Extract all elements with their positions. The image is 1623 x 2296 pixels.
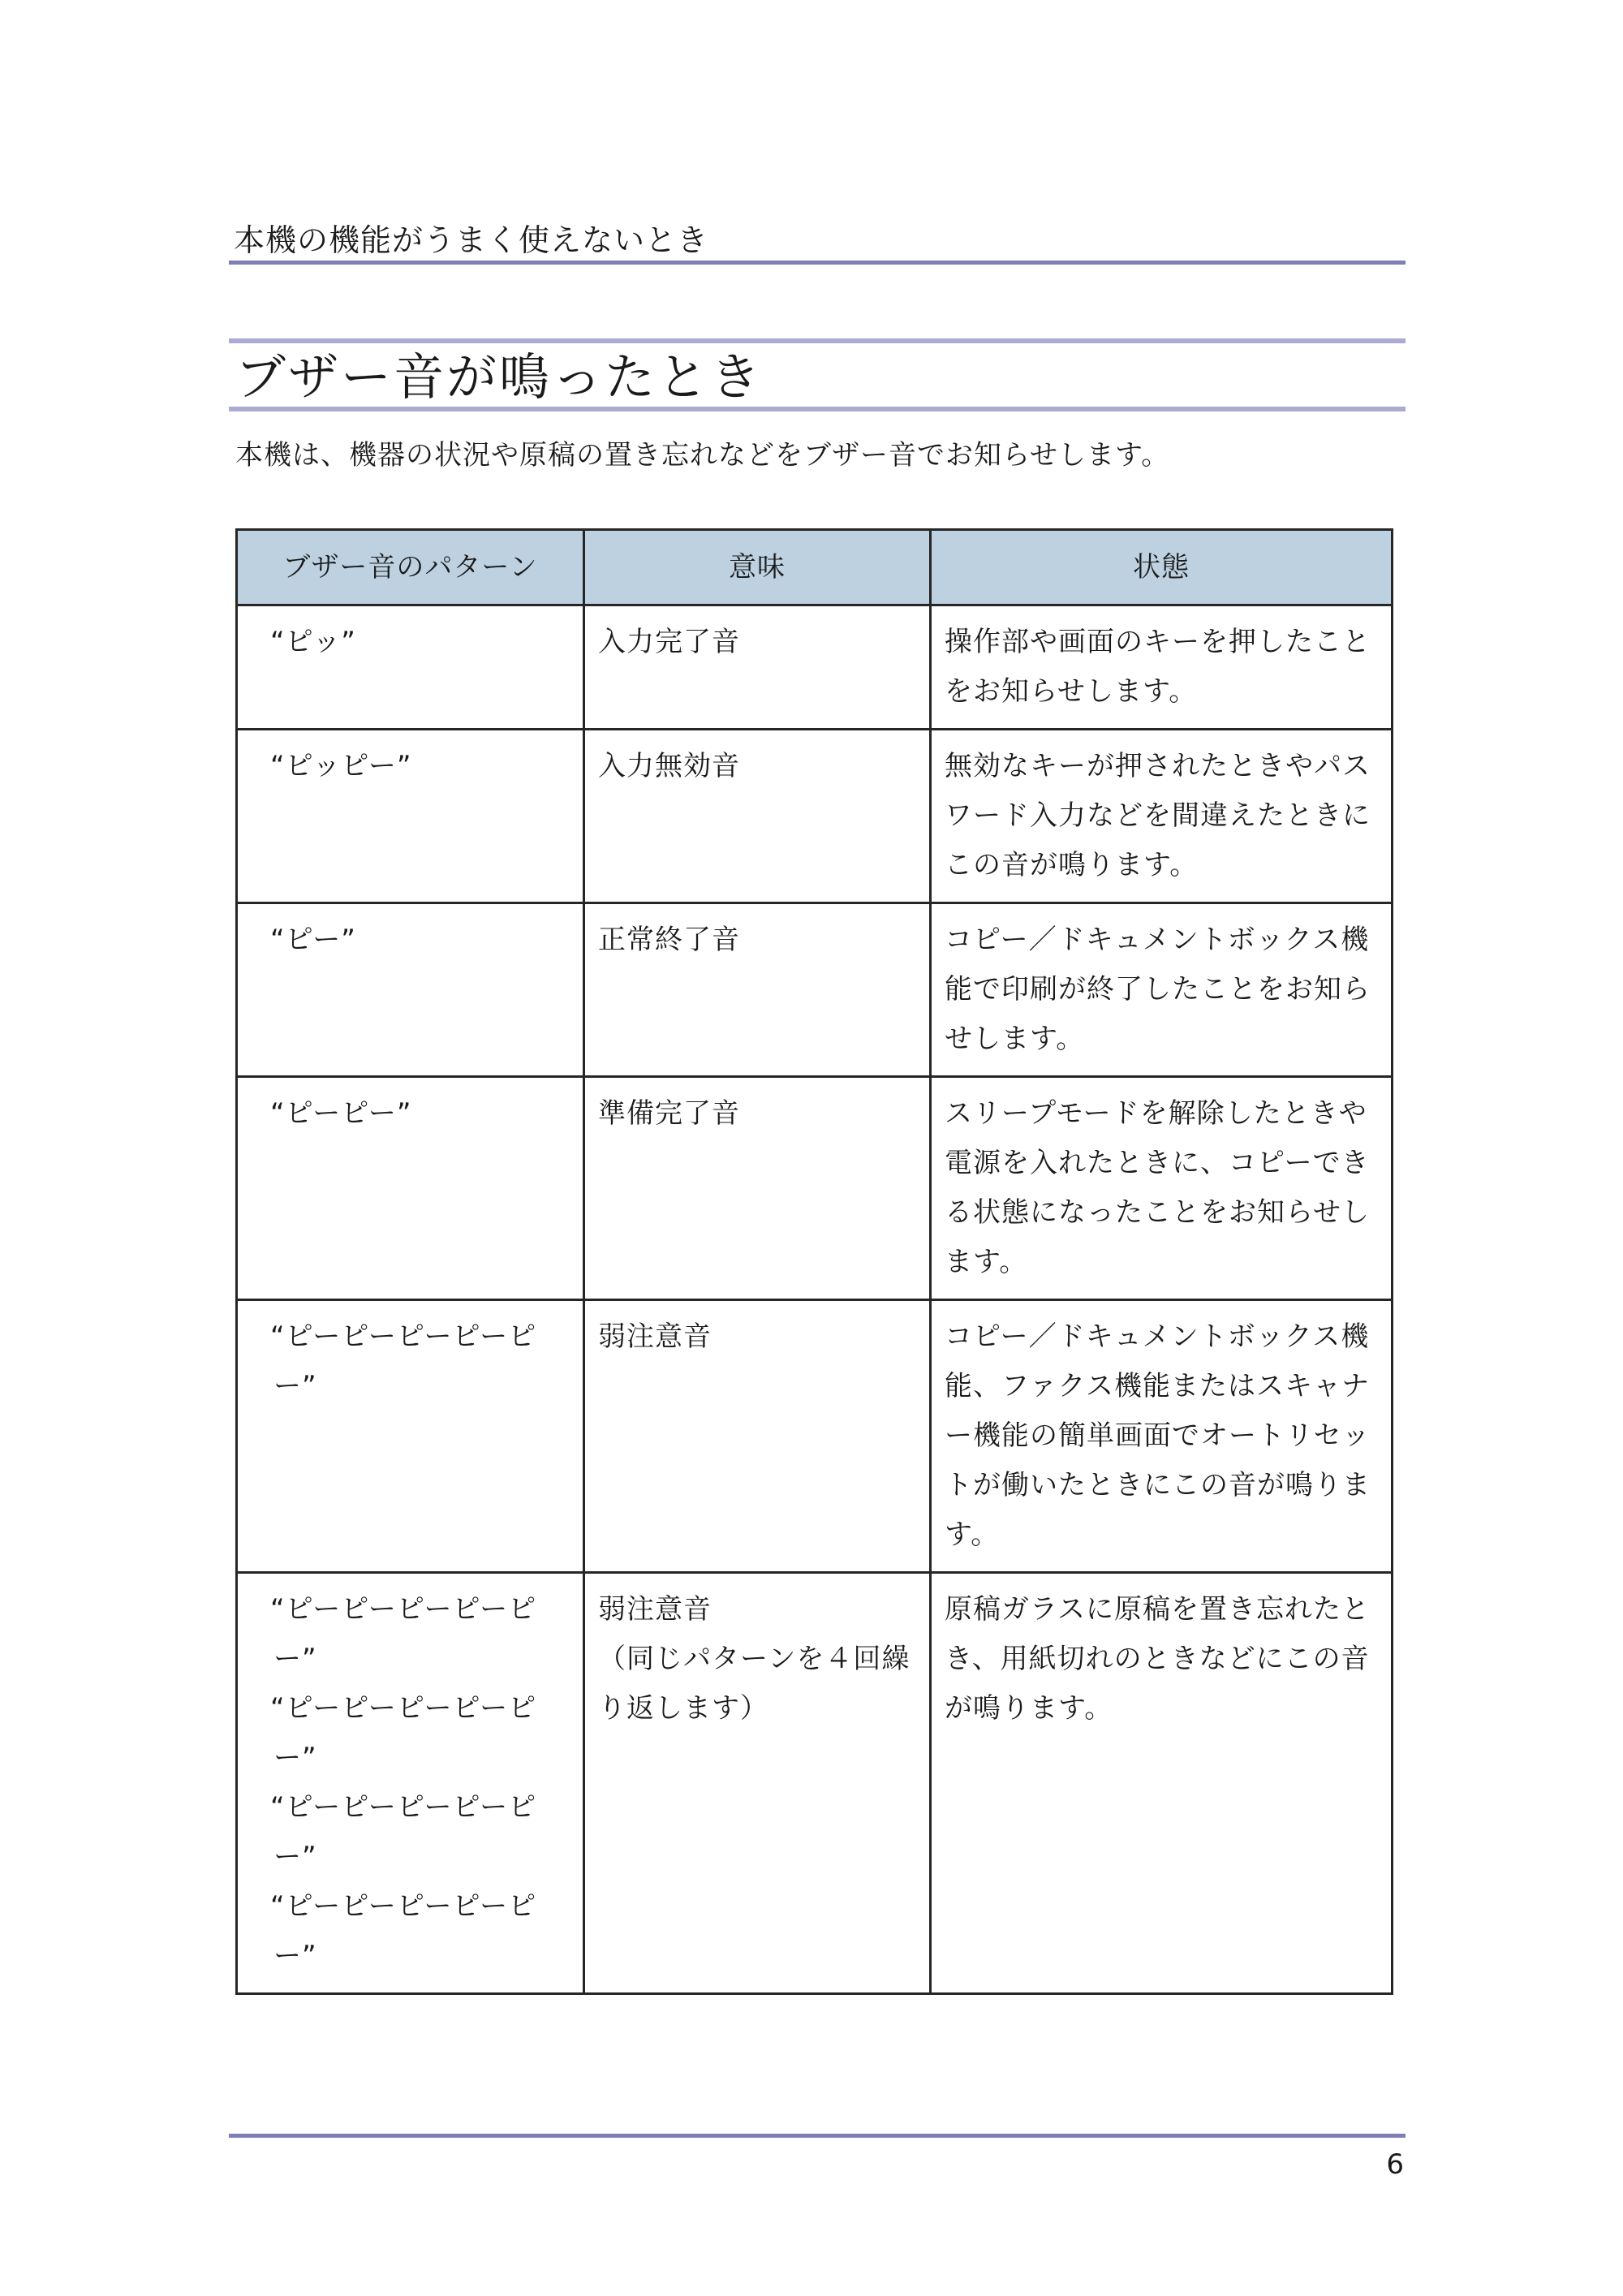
- pattern-text: “ピッ”: [270, 626, 356, 658]
- meaning-text: 準備完了音: [598, 1097, 740, 1130]
- column-header-meaning: 意味: [584, 530, 931, 605]
- status-cell: 無効なキーが押されたときやパスワード入力などを間違えたときにこの音が鳴ります。: [931, 730, 1393, 903]
- column-header-pattern: ブザー音のパターン: [237, 530, 584, 605]
- footer-rule: [229, 2134, 1406, 2138]
- meaning-text: 弱注意音: [598, 1320, 712, 1353]
- pattern-cell: [237, 730, 584, 903]
- meaning-text: 入力無効音: [598, 750, 740, 782]
- status-cell: 原稿ガラスに原稿を置き忘れたとき、用紙切れのときなどにこの音が鳴ります。: [931, 1573, 1393, 1994]
- table-row: [237, 1573, 1393, 1994]
- status-cell: スリープモードを解除したときや電源を入れたときに、コピーできる状態になったことをお知らせします。: [931, 1077, 1393, 1300]
- table-row: [237, 903, 1393, 1077]
- table-header-row: [237, 530, 1393, 605]
- pattern-text: “ピーピーピーピーピー”: [270, 1890, 537, 1972]
- meaning-cell: [584, 1077, 931, 1300]
- header-rule: [229, 261, 1406, 265]
- page-title: ブザー音が鳴ったとき: [235, 347, 764, 407]
- pattern-cell: [237, 1300, 584, 1573]
- pattern-cell: [237, 903, 584, 1077]
- table-row: [237, 605, 1393, 730]
- meaning-cell: [584, 1573, 931, 1994]
- pattern-text: “ピーピーピーピーピー”: [270, 1593, 537, 1675]
- column-header-status: 状態: [931, 530, 1393, 605]
- meaning-text: 入力完了音: [598, 626, 740, 658]
- table-row: [237, 730, 1393, 903]
- meaning-note: （同じパターンを４回繰り返します）: [598, 1643, 911, 1725]
- page-number: 6: [1386, 2148, 1404, 2181]
- status-cell: コピー／ドキュメントボックス機能で印刷が終了したことをお知らせします。: [931, 903, 1393, 1077]
- title-rule-top: [229, 338, 1406, 343]
- pattern-cell: [237, 1573, 584, 1994]
- pattern-text: “ピッピー”: [270, 750, 412, 782]
- meaning-cell: [584, 605, 931, 730]
- status-cell: 操作部や画面のキーを押したことをお知らせします。: [931, 605, 1393, 730]
- intro-text: 本機は、機器の状況や原稿の置き忘れなどをブザー音でお知らせします。: [235, 439, 1170, 472]
- status-cell: コピー／ドキュメントボックス機能、ファクス機能またはスキャナー機能の簡単画面でオートリセットが働いたときにこの音が鳴ります。: [931, 1300, 1393, 1573]
- pattern-cell: [237, 1077, 584, 1300]
- pattern-cell: [237, 605, 584, 730]
- table-row: [237, 1077, 1393, 1300]
- title-rule-bottom: [229, 407, 1406, 411]
- meaning-text: 弱注意音: [598, 1593, 712, 1626]
- pattern-text: “ピー”: [270, 924, 356, 956]
- pattern-text: “ピーピーピーピーピー”: [270, 1791, 537, 1873]
- buzzer-pattern-table: [235, 528, 1393, 1995]
- table-row: [237, 1300, 1393, 1573]
- meaning-text: 正常終了音: [598, 924, 740, 956]
- meaning-cell: [584, 1300, 931, 1573]
- pattern-text: “ピーピー”: [270, 1097, 412, 1130]
- running-header: 本機の機能がうまく使えないとき: [234, 222, 709, 258]
- meaning-cell: [584, 730, 931, 903]
- meaning-cell: [584, 903, 931, 1077]
- pattern-text: “ピーピーピーピーピー”: [270, 1320, 537, 1402]
- pattern-text: “ピーピーピーピーピー”: [270, 1692, 537, 1774]
